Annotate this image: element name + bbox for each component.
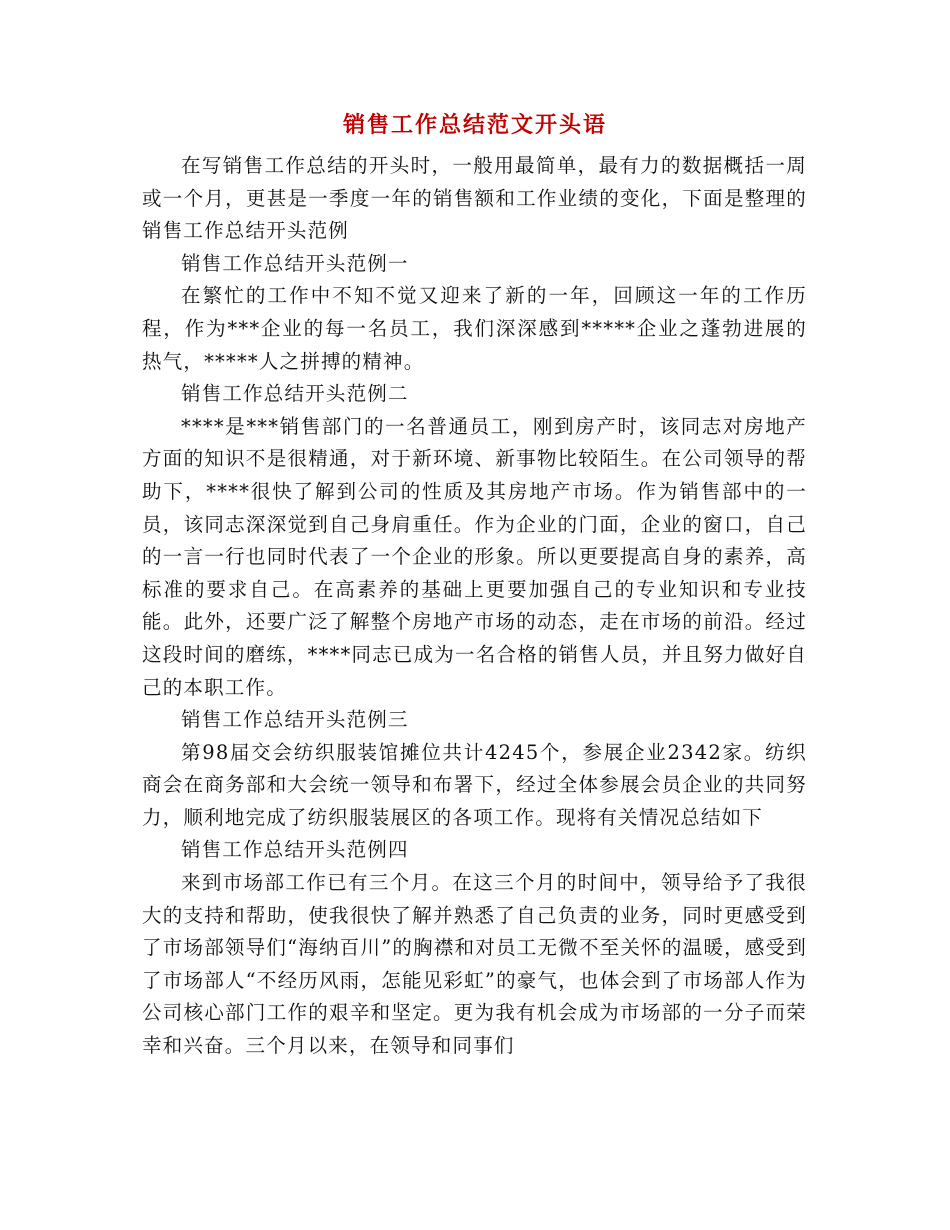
example-paragraph-2: ****是***销售部门的一名普通员工，刚到房产时，该同志对房地产方面的知识不是很精通，对于新环境、新事物比较陌生。在公司领导的帮助下，****很快了解到公司的性质及其房地产市场。作为销售部中的一员，该同志深深觉到自己身肩重任。作为企业的门面，企业的窗口，自己的一言一行也同时代表了一个企业的形象。所以更要提高自身的素养，高标准的要求自己。在高素养的基础上更要加强自己的专业知识和专业技能。此外，还要广泛了解整个房地产市场的动态，走在市场的前沿。经过这段时间的磨练，****同志已成为一名合格的销售人员，并且努力做好自己的本职工作。	[142, 414, 807, 699]
example-paragraph-4: 来到市场部工作已有三个月。在这三个月的时间中，领导给予了我很大的支持和帮助，使我很快了解并熟悉了自己负责的业务，同时更感受到了市场部领导们“海纳百川”的胸襟和对员工无微不至关怀的温暖，感受到了市场部人“不经历风雨，怎能见彩虹”的豪气，也体会到了市场部人作为公司核心部门工作的艰辛和坚定。更为我有机会成为市场部的一分子而荣幸和兴奋。三个月以来，在领导和同事们	[142, 871, 807, 1058]
intro-paragraph: 在写销售工作总结的开头时，一般用最简单，最有力的数据概括一周或一个月，更甚是一季度一年的销售额和工作业绩的变化，下面是整理的销售工作总结开头范例	[142, 154, 807, 243]
example-paragraph-1: 在繁忙的工作中不知不觉又迎来了新的一年，回顾这一年的工作历程，作为***企业的每一名员工，我们深深感到*****企业之蓬勃进展的热气，*****人之拼搏的精神。	[142, 284, 807, 373]
example-paragraph-3: 第98届交会纺织服装馆摊位共计4245个，参展企业2342家。纺织商会在商务部和大会统一领导和布署下，经过全体参展会员企业的共同努力，顺利地完成了纺织服装展区的各项工作。现将有关情况总结如下	[142, 740, 807, 829]
example-heading-3: 销售工作总结开头范例三	[181, 708, 409, 732]
example-heading-2: 销售工作总结开头范例二	[181, 382, 409, 406]
example-heading-1: 销售工作总结开头范例一	[181, 251, 409, 275]
document-body	[142, 150, 807, 1063]
example-heading-4: 销售工作总结开头范例四	[181, 838, 409, 862]
document-title: 销售工作总结范文开头语	[342, 112, 607, 138]
